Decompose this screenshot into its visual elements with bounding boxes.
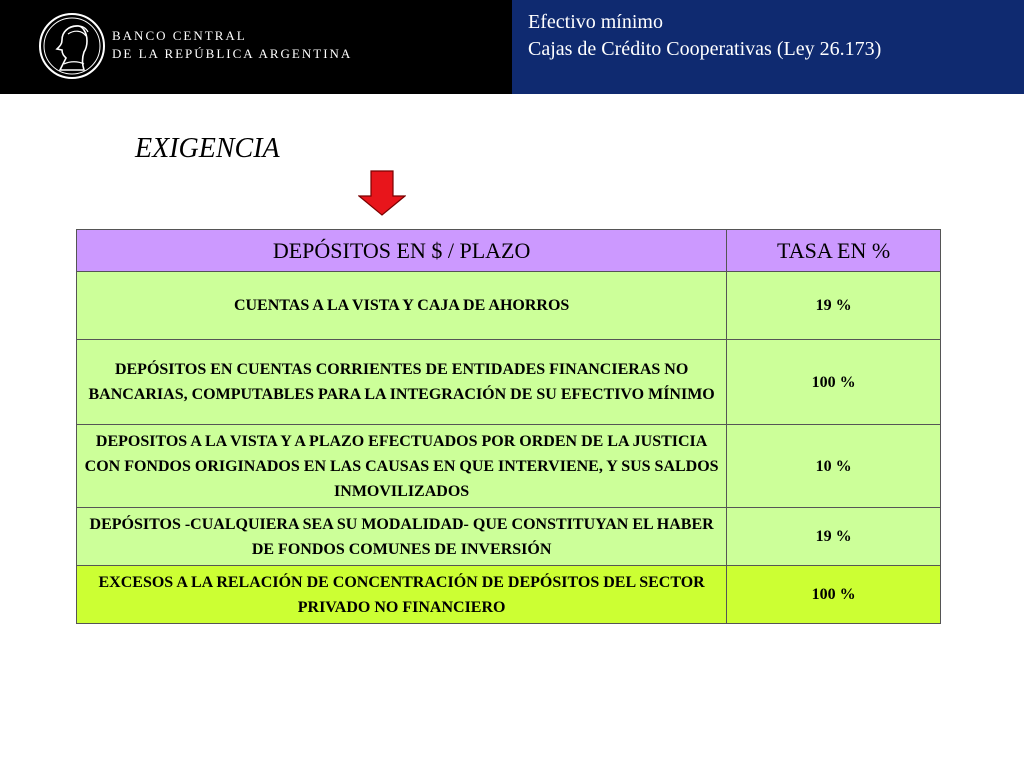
slide-title-line1: Efectivo mínimo	[528, 11, 663, 33]
rate-value: 19 %	[727, 272, 941, 340]
table-header-row	[77, 230, 941, 272]
deposit-type: DEPOSITOS A LA VISTA Y A PLAZO EFECTUADOS POR ORDEN DE LA JUSTICIA CON FONDOS ORIGINADOS EN LAS CAUSAS EN QUE INTERVIENE, Y SUS SALDOS INMOVILIZADOS	[77, 425, 727, 508]
deposit-type: EXCESOS A LA RELACIÓN DE CONCENTRACIÓN DE DEPÓSITOS DEL SECTOR PRIVADO NO FINANCIERO	[77, 566, 727, 624]
header-title-area	[512, 0, 1024, 94]
table-row	[77, 566, 941, 624]
bank-name	[112, 27, 352, 63]
rate-value: 10 %	[727, 425, 941, 508]
table-row	[77, 272, 941, 340]
table-row	[77, 508, 941, 566]
rate-value: 19 %	[727, 508, 941, 566]
rate-value: 100 %	[727, 566, 941, 624]
bank-name-line2: DE LA REPÚBLICA ARGENTINA	[112, 46, 353, 61]
reserve-requirements-table	[76, 229, 941, 624]
table-row	[77, 340, 941, 425]
arrow-down-icon	[358, 170, 406, 216]
deposit-type: CUENTAS A LA VISTA Y CAJA DE AHORROS	[77, 272, 727, 340]
header-logo-area	[0, 0, 512, 94]
header-tasa: TASA EN %	[727, 230, 941, 272]
section-title: EXIGENCIA	[135, 133, 280, 164]
bcra-medallion-icon	[38, 12, 106, 80]
table-row	[77, 425, 941, 508]
bank-name-line1: BANCO CENTRAL	[112, 28, 247, 43]
slide-title-line2: Cajas de Crédito Cooperativas (Ley 26.173)	[528, 38, 882, 60]
header-depositos: DEPÓSITOS EN $ / PLAZO	[77, 230, 727, 272]
rate-value: 100 %	[727, 340, 941, 425]
deposit-type: DEPÓSITOS EN CUENTAS CORRIENTES DE ENTIDADES FINANCIERAS NO BANCARIAS, COMPUTABLES PARA LA INTEGRACIÓN DE SU EFECTIVO MÍNIMO	[77, 340, 727, 425]
deposit-type: DEPÓSITOS -CUALQUIERA SEA SU MODALIDAD- QUE CONSTITUYAN EL HABER DE FONDOS COMUNES DE INVERSIÓN	[77, 508, 727, 566]
